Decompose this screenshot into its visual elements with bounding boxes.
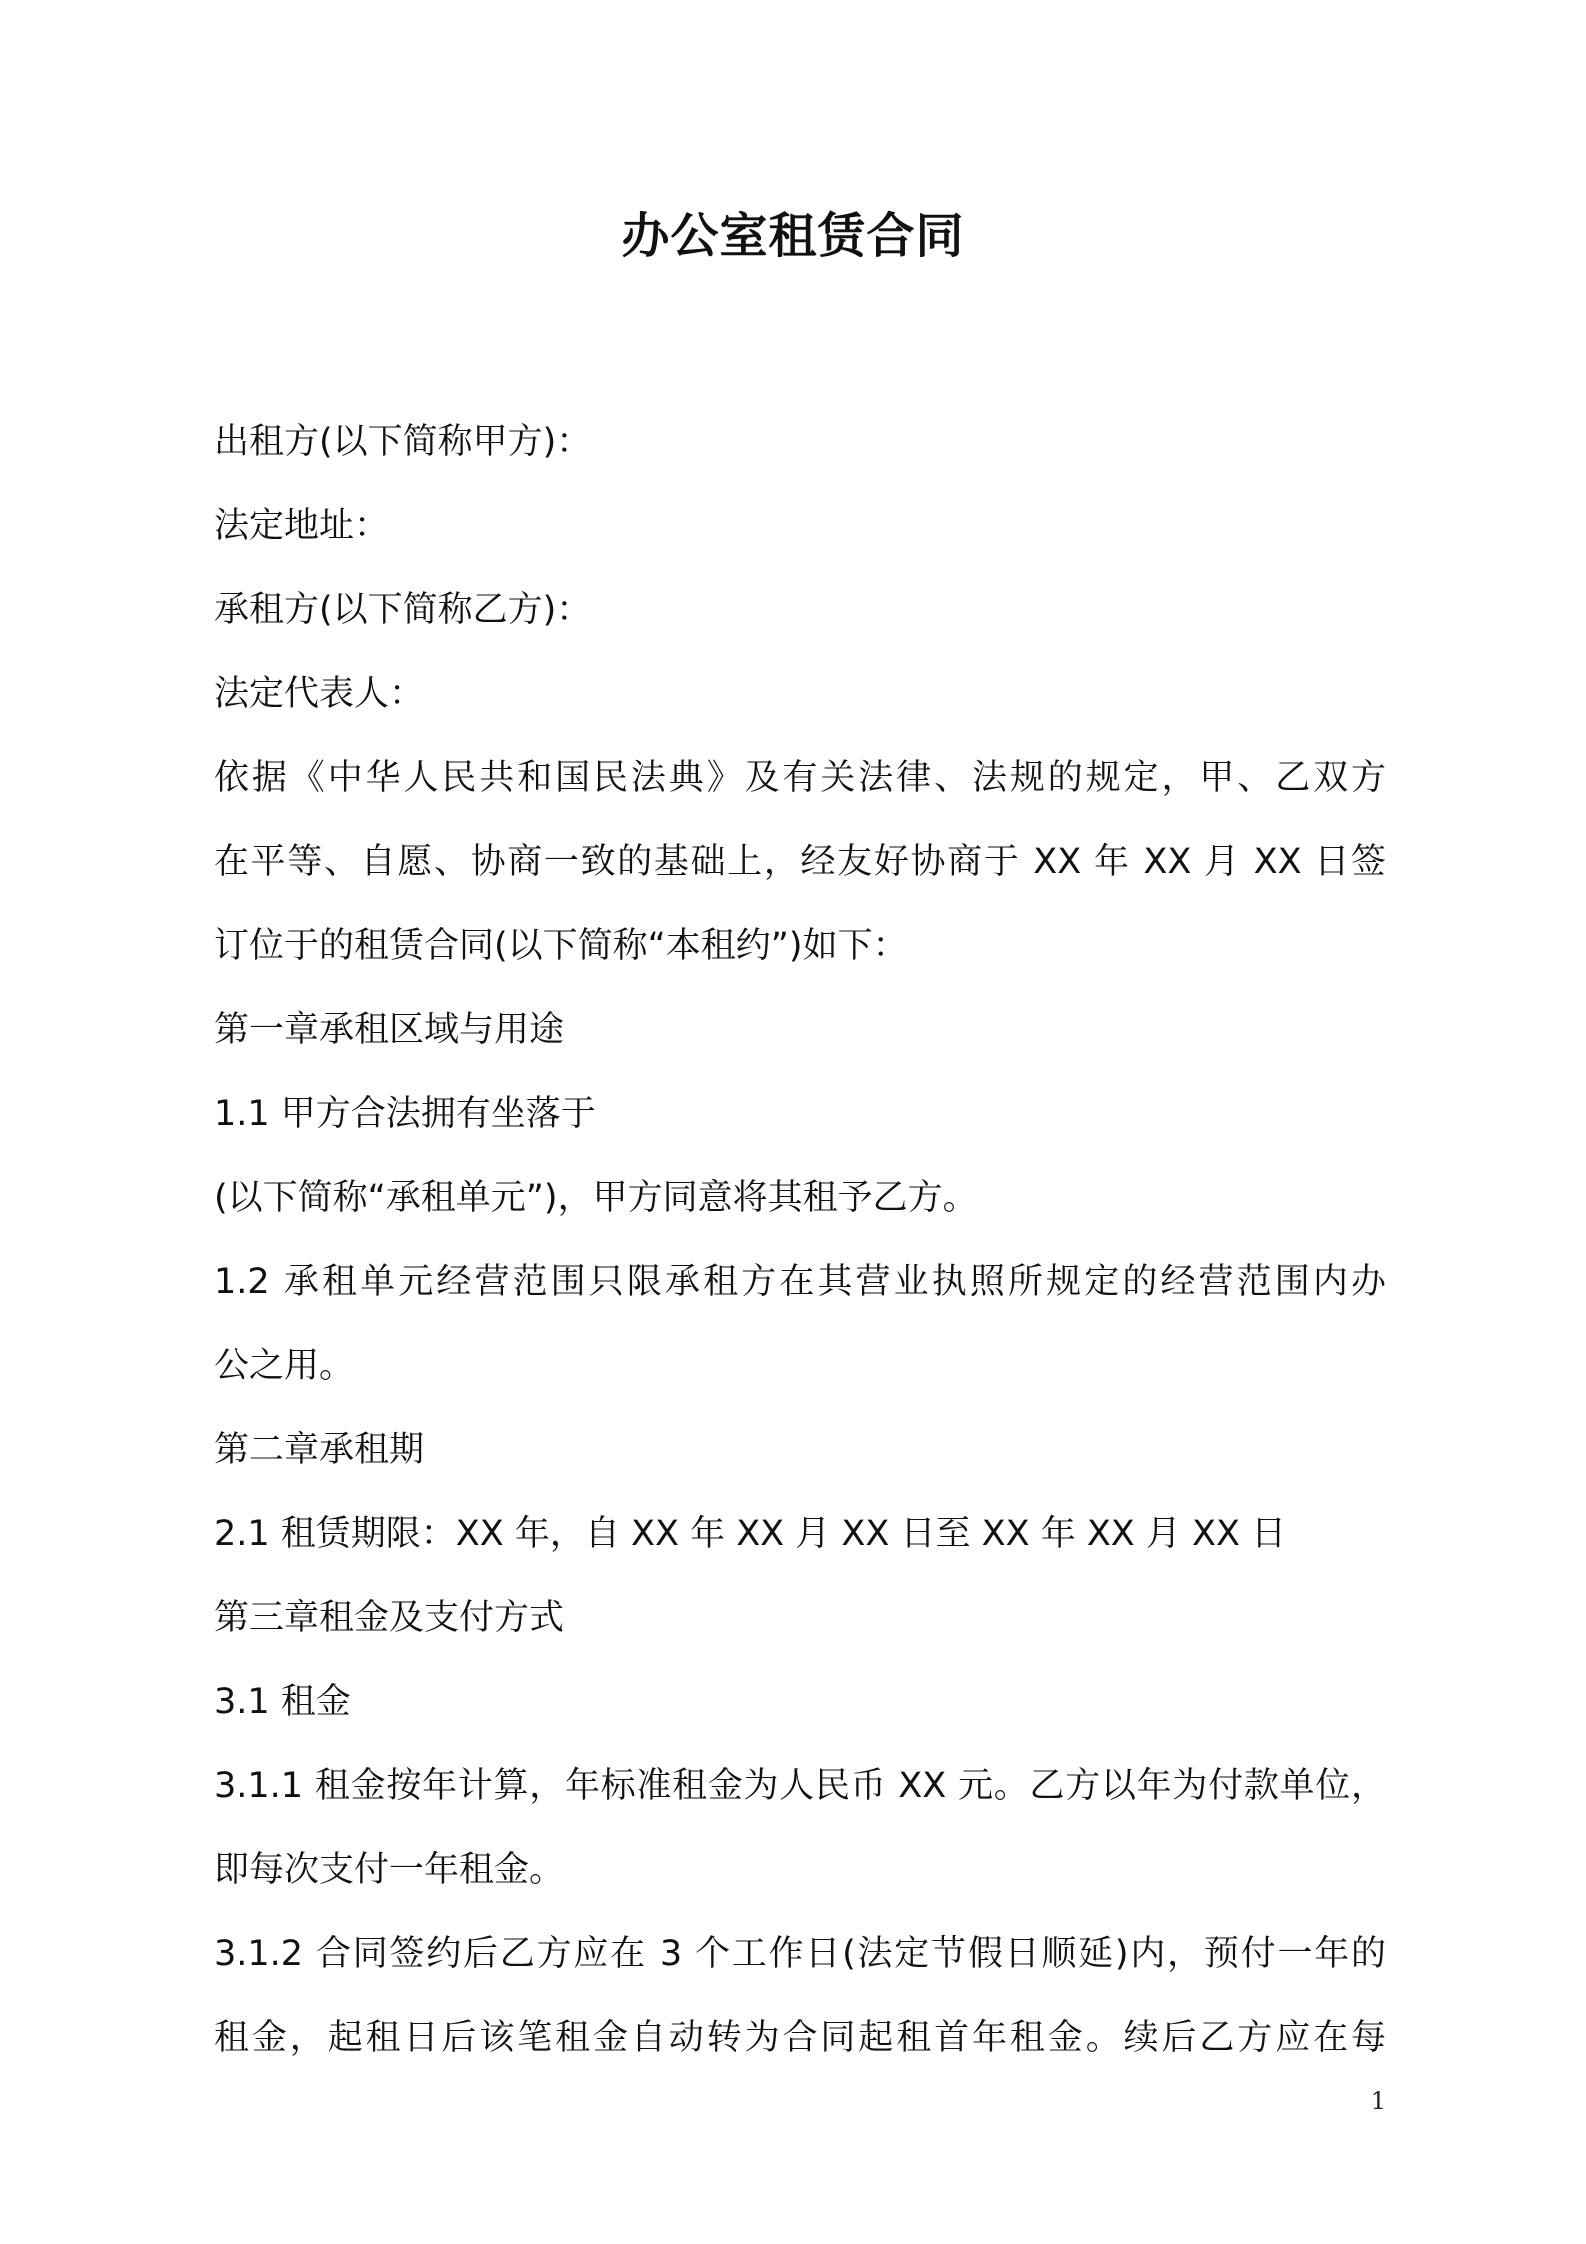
clause-line: 3.1.1 租金按年计算，年标准租金为人民币 XX 元。乙方以年为付款单位，	[214, 1766, 1386, 1806]
chapter-heading: 第三章租金及支付方式	[214, 1598, 565, 1638]
paragraph-line: 订位于的租赁合同(以下简称“本租约”)如下：	[214, 926, 908, 966]
paragraph-line: 法定地址：	[214, 506, 390, 546]
paragraph-line: 出租方(以下简称甲方)：	[214, 422, 592, 462]
clause-line: 即每次支付一年租金。	[214, 1850, 565, 1890]
clause-line: 2.1 租赁期限：XX 年，自 XX 年 XX 月 XX 日至 XX 年 XX 月 XX 日	[214, 1514, 1287, 1554]
clause-line: 3.1 租金	[214, 1682, 351, 1722]
clause-line: 公之用。	[214, 1346, 355, 1386]
paragraph-line: 在平等、自愿、协商一致的基础上，经友好协商于 XX 年 XX 月 XX 日签	[214, 842, 1386, 882]
clause-line: 租金，起租日后该笔租金自动转为合同起租首年租金。续后乙方应在每	[214, 2018, 1386, 2058]
clause-line: 1.2 承租单元经营范围只限承租方在其营业执照所规定的经营范围内办	[214, 1262, 1386, 1302]
clause-line: 3.1.2 合同签约后乙方应在 3 个工作日(法定节假日顺延)内，预付一年的	[214, 1934, 1386, 1974]
chapter-heading: 第二章承租期	[214, 1430, 425, 1470]
clause-line: (以下简称“承租单元”)，甲方同意将其租予乙方。	[214, 1178, 978, 1218]
clause-line: 1.1 甲方合法拥有坐落于	[214, 1094, 596, 1134]
paragraph-line: 法定代表人：	[214, 674, 425, 714]
page-number: 1	[1370, 2087, 1386, 2115]
paragraph-line: 承租方(以下简称乙方)：	[214, 590, 592, 630]
document-title: 办公室租赁合同	[621, 208, 965, 264]
chapter-heading: 第一章承租区域与用途	[214, 1010, 565, 1050]
paragraph-line: 依据《中华人民共和国民法典》及有关法律、法规的规定，甲、乙双方	[214, 758, 1386, 798]
document-body	[214, 400, 1386, 2080]
